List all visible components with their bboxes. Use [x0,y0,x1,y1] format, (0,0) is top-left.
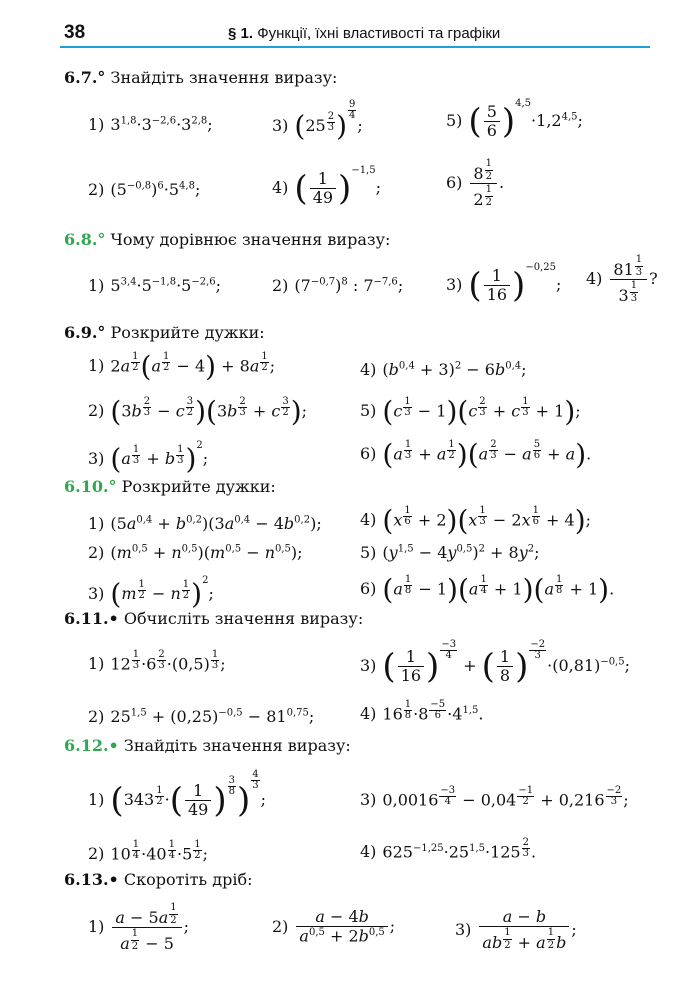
exercise-number: 6.9.° [64,323,106,342]
header-rule [60,46,650,48]
problem-6-12-1: 1) (343 $^{\frac{1}{2}}$ ·( $\frac{1}{49}$ ) $^{\frac{3}{8}}$ ) $^{\frac{4}{3}}$ ; [88,769,266,821]
problem-6-13-3: 3) a − b ab $^{\frac{1}{2}}$ + a $^{\frac{1}{2}}$ b ; [455,907,577,953]
problem-6-9-1: 1) 2a $^{\frac{1}{2}}$ (a $^{\frac{1}{2}}$ − 4) + 8a $^{\frac{1}{2}}$ ; [88,349,276,383]
section-sign: § 1. [228,25,254,42]
problem-6-13-2: 2) $\frac{a - 4b}{a^{0,5} + 2b^{0,5}}$ ; [272,907,396,946]
exercise-number: 6.8.° [64,230,106,249]
exercise-number: 6.7.° [64,68,106,87]
problem-6-12-2: 2) 10 $^{\frac{1}{4}}$ ·40 $^{\frac{1}{4}}$ ·5 $^{\frac{1}{2}}$ ; [88,839,209,864]
exercise-text: Скоротіть дріб: [123,870,253,889]
page-number: 38 [64,22,86,43]
problem-6-10-1: 1) $(5a^{0,4} + b^{0,2})(3a^{0,4} - 4b^{0,2})$; [88,514,322,533]
exercise-text: Чому дорівнює значення виразу: [110,230,391,249]
problem-6-11-2: 2) $25^{1,5} + (0,25)^{-0,5} - 81^{0,75}$; [88,707,315,726]
problem-6-11-4: 4) 16 $^{\frac{1}{8}}$ ·8 $^{\frac{-5}{6}}$ $\cdot 4^{1,5}$. [360,699,484,724]
problem-6-9-6: 6) (a $^{\frac{1}{3}}$ + a $^{\frac{1}{2}}$ )(a $^{\frac{2}{3}}$ − a $^{\frac{5}{6}}$ + a). [360,437,592,471]
exercise-number: 6.12.• [64,736,119,755]
exercise-6-10-title [64,477,276,496]
section-title [228,25,500,42]
problem-6-10-5: 5) $(y^{1,5} - 4y^{0,5})^2 + 8y^2$; [360,543,540,562]
exercise-text: Знайдіть значення виразу: [110,68,338,87]
exercise-text: Розкрийте дужки: [110,323,265,342]
problem-6-9-3: 3) (a $^{\frac{1}{3}}$ + b $^{\frac{1}{3}}$ )$^2$; [88,440,209,476]
problem-6-10-6: 6) (a $^{\frac{1}{8}}$ − 1)(a $^{\frac{1}{4}}$ + 1)(a $^{\frac{1}{8}}$ + 1). [360,572,615,606]
problem-6-9-5: 5) (c $^{\frac{1}{3}}$ − 1)(c $^{\frac{2}{3}}$ + c $^{\frac{1}{3}}$ + 1); [360,394,581,428]
problem-6-10-3: 3) (m $^{\frac{1}{2}}$ − n $^{\frac{1}{2}}$ )$^2$; [88,575,214,611]
section-title-text: Функції, їхні властивості та графіки [257,25,501,42]
page-header [0,0,695,50]
exercise-6-7-title [64,68,337,87]
exercise-text: Розкрийте дужки: [121,477,276,496]
exercise-number: 6.10.° [64,477,117,496]
problem-6-10-2: 2) $(m^{0,5} + n^{0,5})(m^{0,5} - n^{0,5})$; [88,543,303,562]
exercise-number: 6.13.• [64,870,119,889]
exercise-6-11-title [64,609,363,628]
problem-6-12-4: 4) $625^{-1,25}\cdot 25^{1,5}\cdot 125$ $^{\frac{2}{3}}$ . [360,837,537,862]
exercise-6-9-title [64,323,265,342]
exercise-text: Знайдіть значення виразу: [123,736,351,755]
problem-6-8-4: 4) 81 $^{\frac{1}{3}}$ 3 $^{\frac{1}{3}}$ ? [586,254,658,306]
problem-6-8-2: 2) $(7^{-0,7})^8$ : $7^{-7,6}$; [272,276,404,295]
problem-6-7-4: 4) ( $\frac{1}{49}$ )$^{-1,5}$; [272,165,381,209]
problem-6-9-4: 4) $(b^{0,4} + 3)^2 - 6b^{0,4}$; [360,360,527,379]
exercise-number: 6.11.• [64,609,119,628]
problem-6-8-1: 1) $5^{3,4}\cdot 5^{-1,8}\cdot 5^{-2,6}$; [88,276,222,295]
exercise-6-12-title [64,736,351,755]
problem-6-7-1: 1) $3^{1,8}\cdot 3^{-2,6}\cdot 3^{2,8}$; [88,115,213,134]
problem-6-10-4: 4) (x $^{\frac{1}{6}}$ + 2)(x $^{\frac{1}{3}}$ − 2x $^{\frac{1}{6}}$ + 4); [360,503,592,537]
problem-6-9-2: 2) (3b $^{\frac{2}{3}}$ − c $^{\frac{3}{2}}$ )(3b $^{\frac{2}{3}}$ + c $^{\frac{3}{2}}$ ); [88,394,308,428]
problem-6-7-2: 2) $(5^{-0,8})^6\cdot 5^{4,8}$; [88,180,201,199]
problem-6-7-5: 5) ( $\frac{5}{6}$ )$^{4,5}\cdot 1,2^{4,5}$; [446,98,583,142]
exercise-6-13-title [64,870,252,889]
problem-6-13-1: 1) a − 5a $^{\frac{1}{2}}$ a $^{\frac{1}{2}}$ − 5 ; [88,902,190,954]
problem-6-8-3: 3) ( $\frac{1}{16}$ )$^{-0,25}$; [446,262,562,306]
problem-6-11-3: 3) ( $\frac{1}{16}$ ) $^{\frac{-3}{4}}$ + ( $\frac{1}{8}$ ) $^{\frac{-2}{3}}$ $\cdot(0,81)^{-0,5}$; [360,639,630,687]
problem-6-7-6: 6) 8 $^{\frac{1}{2}}$ 2 $^{\frac{1}{2}}$ . [446,158,505,210]
problem-6-11-1: 1) 12 $^{\frac{1}{3}}$ ·6 $^{\frac{2}{3}}$ ·(0,5) $^{\frac{1}{3}}$ ; [88,649,226,674]
exercise-text: Обчисліть значення виразу: [123,609,364,628]
problem-6-12-3: 3) 0,0016 $^{\frac{-3}{4}}$ − 0,04 $^{\frac{-1}{2}}$ + 0,216 $^{\frac{-2}{3}}$ ; [360,785,629,810]
exercise-6-8-title [64,230,390,249]
problem-6-7-3: 3) (25 $^{\frac{2}{3}}$ ) $^{\frac{9}{4}}$ ; [272,99,363,143]
